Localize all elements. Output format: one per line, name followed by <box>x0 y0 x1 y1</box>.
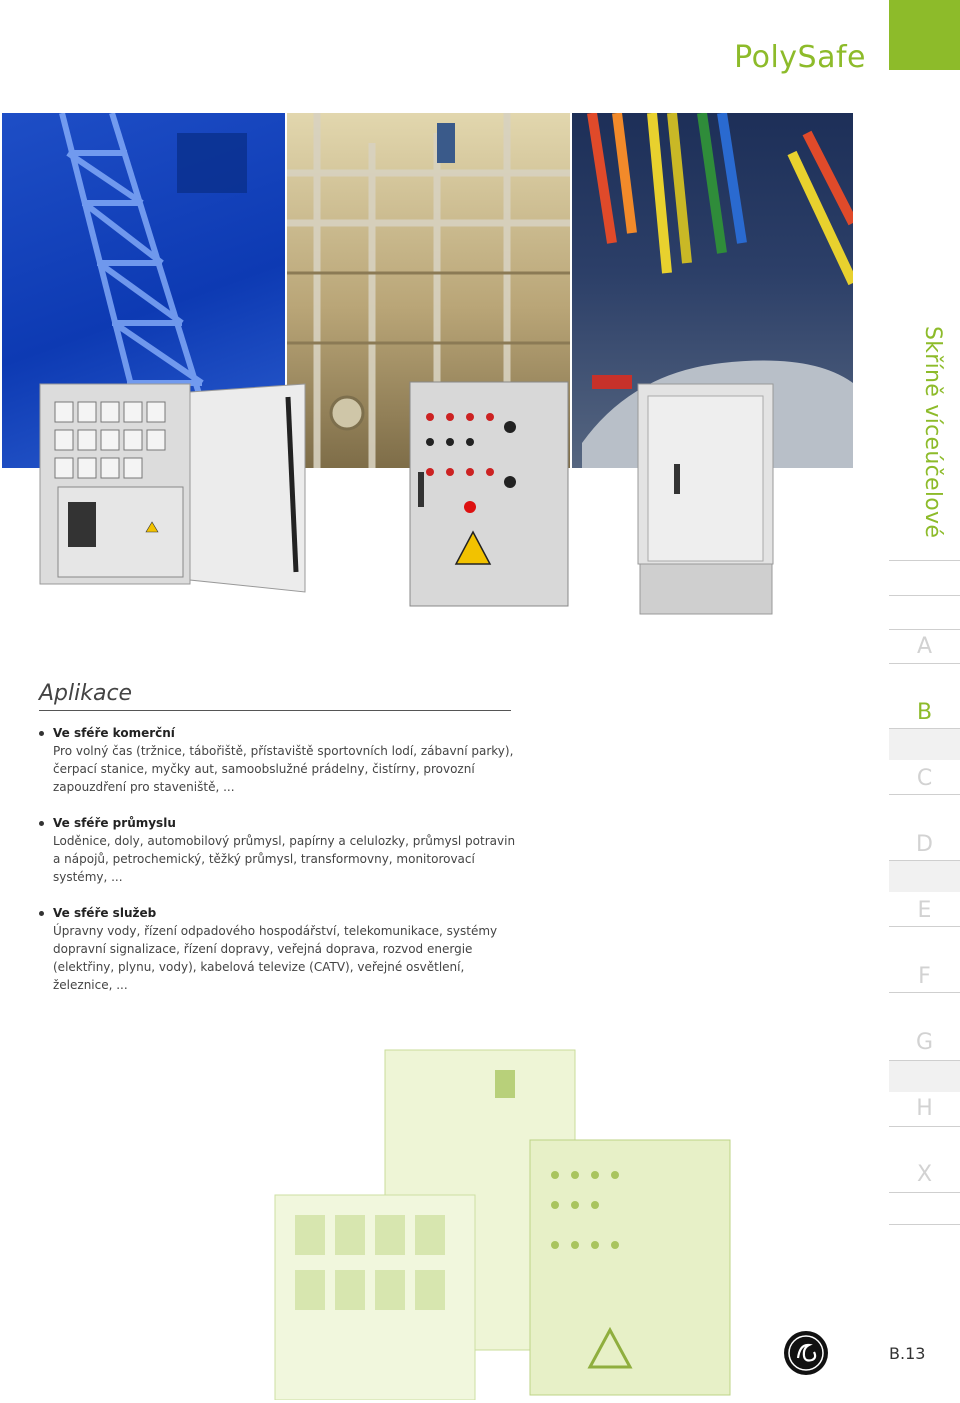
index-tab-e[interactable]: E <box>917 898 932 923</box>
index-divider <box>889 595 960 596</box>
index-divider <box>889 1224 960 1225</box>
index-divider <box>889 1192 960 1193</box>
index-tab-h[interactable]: H <box>916 1096 933 1121</box>
index-tab-c[interactable]: C <box>916 766 933 791</box>
list-item-heading: Ve sféře komerční <box>53 726 175 740</box>
index-divider <box>889 1126 960 1127</box>
header-accent-block <box>889 0 960 70</box>
list-item <box>39 904 519 994</box>
index-tab-x[interactable]: X <box>916 1162 933 1187</box>
list-item-text: Loděnice, doly, automobilový průmysl, papírny a celulozky, průmysl potravin a nápojů, petrochemický, těžký průmysl, transformovny, monitorovací systémy, ... <box>53 834 516 884</box>
applications-list <box>39 724 519 1012</box>
list-item <box>39 724 519 796</box>
list-item-heading: Ve sféře průmyslu <box>53 816 176 830</box>
index-divider <box>889 926 960 927</box>
index-band <box>889 1060 960 1092</box>
index-divider <box>889 560 960 561</box>
index-band <box>889 728 960 760</box>
index-tab-a[interactable]: A <box>916 634 933 659</box>
list-item-text: Pro volný čas (tržnice, tábořiště, přístaviště sportovních lodí, zábavní parky), čerpací stanice, myčky aut, samoobslužné prádelny, čistírny, provozní zapouzdření pro staveniště, ... <box>53 744 514 794</box>
index-tab-g[interactable]: G <box>915 1030 934 1055</box>
index-divider <box>889 860 960 861</box>
list-item-text: Úpravny vody, řízení odpadového hospodářství, telekomunikace, systémy dopravní signalizace, řízení dopravy, veřejná doprava, rozvod energie (elektřiny, plynu, vody), kabelová televize (CATV), veřejné osvětlení, železnice, ... <box>53 924 498 992</box>
index-tab-f[interactable]: F <box>918 964 931 989</box>
section-rule <box>39 710 511 711</box>
list-item-heading: Ve sféře služeb <box>53 906 157 920</box>
index-tab-b[interactable]: B <box>916 700 933 725</box>
index-tab-d[interactable]: D <box>916 832 933 857</box>
index-divider <box>889 1060 960 1061</box>
index-divider <box>889 794 960 795</box>
side-title: Skříně víceúčelové <box>920 326 945 539</box>
brand-name: PolySafe <box>734 40 866 75</box>
page-number: B.13 <box>889 1344 926 1363</box>
index-band <box>889 860 960 892</box>
cabinets-illustration <box>0 372 860 662</box>
list-item <box>39 814 519 886</box>
index-divider <box>889 629 960 630</box>
index-divider <box>889 728 960 729</box>
ghost-cabinets-illustration <box>265 1045 735 1400</box>
index-divider <box>889 992 960 993</box>
ge-logo-icon <box>783 1330 829 1376</box>
index-divider <box>889 663 960 664</box>
section-title: Aplikace <box>39 681 133 706</box>
